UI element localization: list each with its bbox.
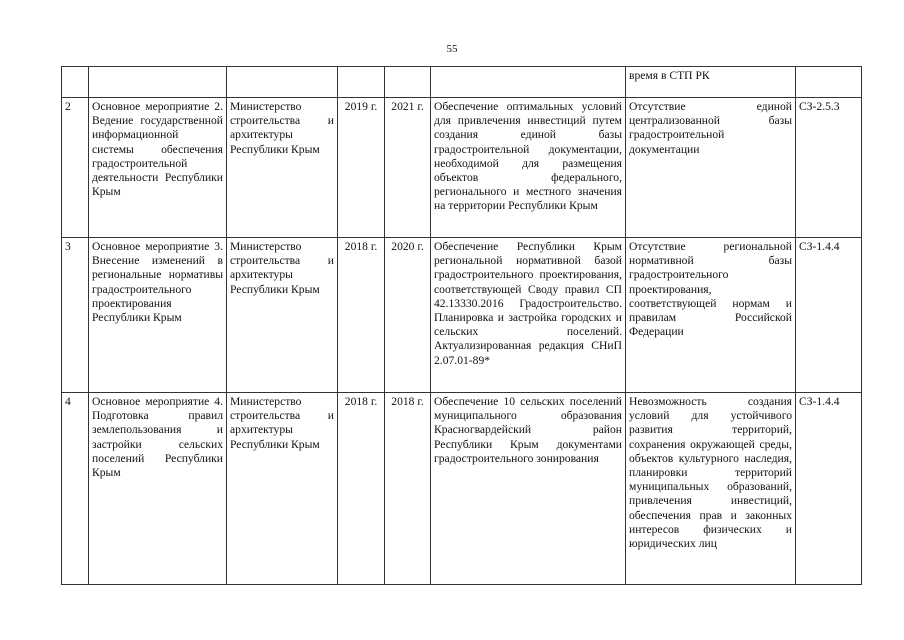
- table-cell: [796, 67, 862, 98]
- indicator-link-cell: СЗ-2.5.3: [796, 98, 862, 238]
- page-number: 55: [446, 43, 458, 55]
- end-year-cell: 2018 г.: [385, 393, 431, 585]
- table-cell: [89, 67, 227, 98]
- consequence-cell: Невозможность создания условий для устойчивого развития территорий, сохранения окружающей среды, объектов культурного наследия, планировки территорий муниципальных образований, привлечения инвестиций, обеспечения прав и законных интересов физических и юридических лиц: [626, 393, 796, 585]
- table-row: [62, 238, 862, 393]
- expected-result-cell: Обеспечение оптимальных условий для привлечения инвестиций путем создания единой базы градостроительной документации, необходимой для размещения объектов федерального, регионального и местного значения на территории Республики Крым: [431, 98, 626, 238]
- consequence-cell: Отсутствие региональной нормативной базы градостроительного проектирования, соответствующей нормам и правилам Российской Федерации: [626, 238, 796, 393]
- row-number: 4: [62, 393, 89, 585]
- activity-cell: Основное мероприятие 4. Подготовка правил землепользования и застройки сельских поселений Республики Крым: [89, 393, 227, 585]
- program-activities-table: [61, 66, 862, 585]
- row-number: 3: [62, 238, 89, 393]
- end-year-cell: 2020 г.: [385, 238, 431, 393]
- table-cell: [431, 67, 626, 98]
- expected-result-cell: Обеспечение Республики Крым региональной нормативной базой градостроительного проектирования, соответствующей Своду правил СП 42.13330.2016 Градостроительство. Планировка и застройка городских и сельских поселений. Актуализированная редакция СНиП 2.07.01-89*: [431, 238, 626, 393]
- executor-cell: Министерство строительства и архитектуры Республики Крым: [227, 238, 338, 393]
- indicator-link-cell: СЗ-1.4.4: [796, 393, 862, 585]
- consequence-cell: Отсутствие единой централизованной базы градостроительной документации: [626, 98, 796, 238]
- table-cell: [227, 67, 338, 98]
- indicator-link-cell: СЗ-1.4.4: [796, 238, 862, 393]
- start-year-cell: 2018 г.: [338, 393, 385, 585]
- continuation-row: [62, 67, 862, 98]
- row-number: 2: [62, 98, 89, 238]
- executor-cell: Министерство строительства и архитектуры Республики Крым: [227, 393, 338, 585]
- table-row: [62, 393, 862, 585]
- end-year-cell: 2021 г.: [385, 98, 431, 238]
- expected-result-cell: Обеспечение 10 сельских поселений муниципального образования Красногвардейский район Республики Крым документами градостроительного зонирования: [431, 393, 626, 585]
- activity-cell: Основное мероприятие 3. Внесение изменений в региональные нормативы градостроительного проектирования Республики Крым: [89, 238, 227, 393]
- start-year-cell: 2019 г.: [338, 98, 385, 238]
- executor-cell: Министерство строительства и архитектуры Республики Крым: [227, 98, 338, 238]
- start-year-cell: 2018 г.: [338, 238, 385, 393]
- result-tail-cell: время в СТП РК: [626, 67, 796, 98]
- table-cell: [338, 67, 385, 98]
- activity-cell: Основное мероприятие 2. Ведение государственной информационной системы обеспечения градостроительной деятельности Республики Крым: [89, 98, 227, 238]
- table-cell: [62, 67, 89, 98]
- table-cell: [385, 67, 431, 98]
- table-row: [62, 98, 862, 238]
